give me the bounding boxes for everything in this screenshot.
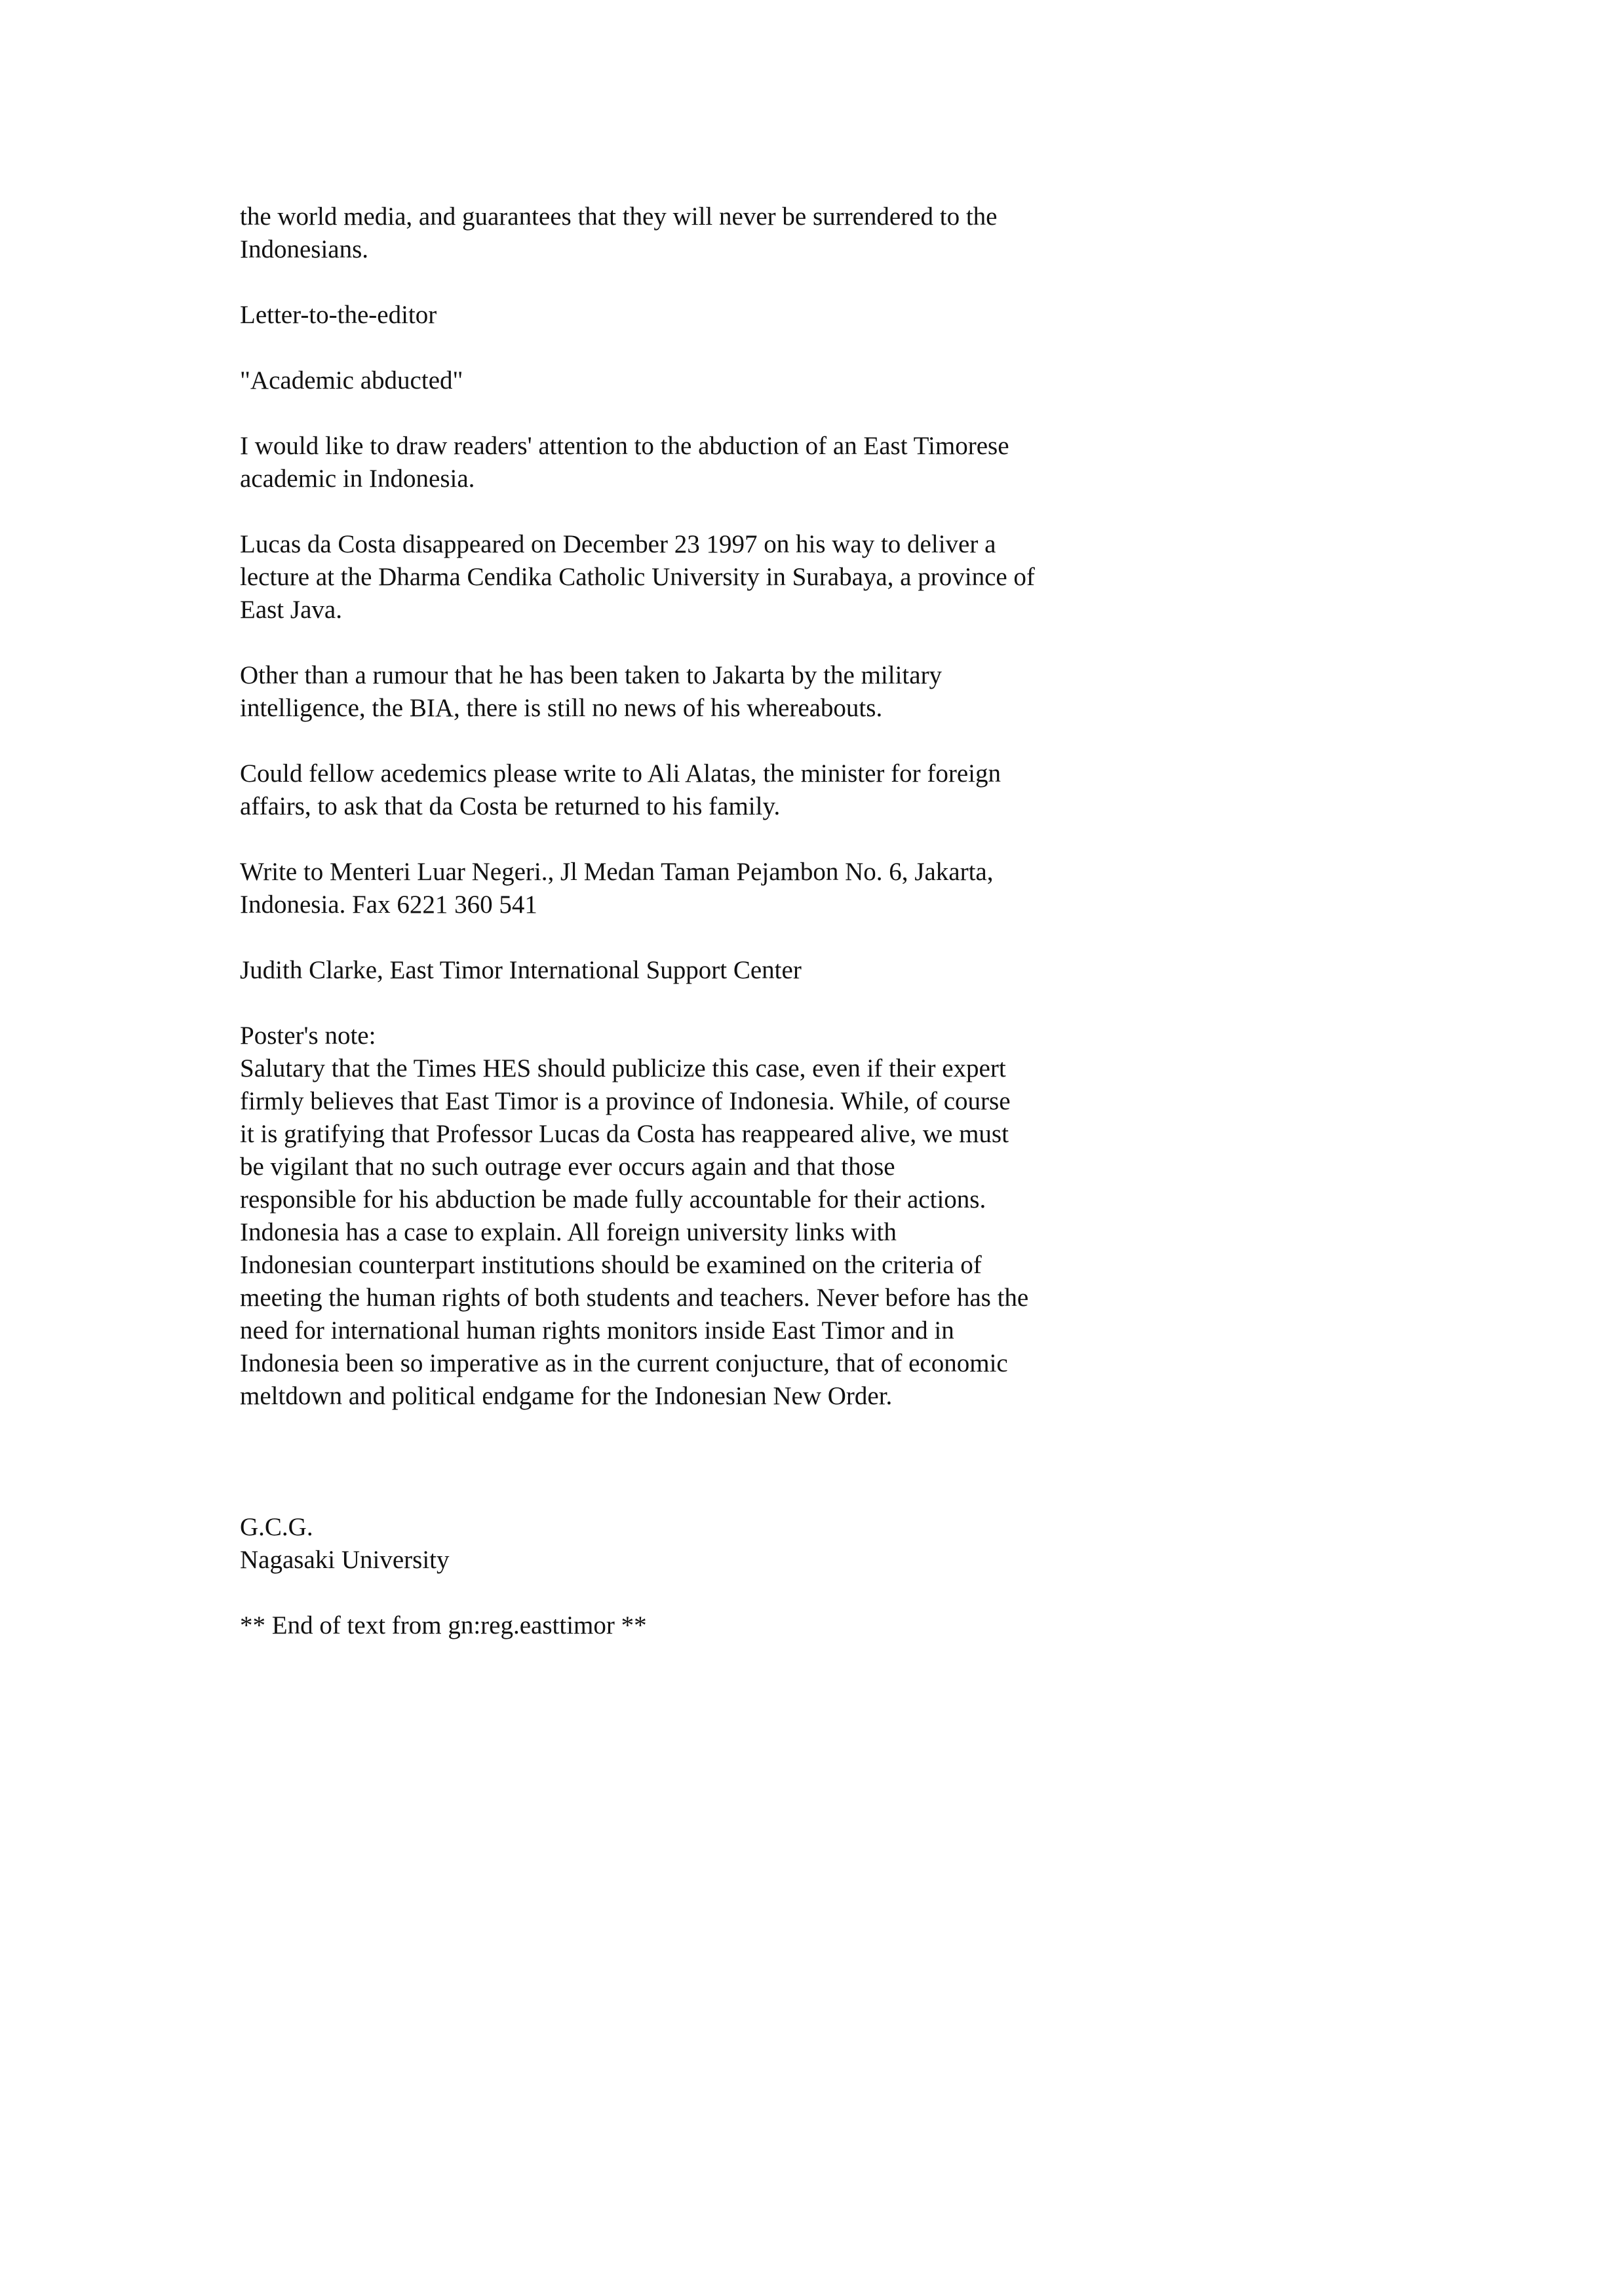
paragraph-address: Write to Menteri Luar Negeri., Jl Medan Taman Pejambon No. 6, Jakarta, Indonesia. Fax 6221 360 541 xyxy=(240,858,994,919)
paragraph-signoff: Judith Clarke, East Timor International Support Center xyxy=(240,956,802,984)
signature-initials: G.C.G. xyxy=(240,1513,313,1541)
paragraph-appeal: Could fellow acedemics please write to Ali Alatas, the minister for foreign affairs, to ask that da Costa be returned to his family. xyxy=(240,759,1002,820)
posters-note-heading: Poster's note: xyxy=(240,1022,376,1050)
paragraph-intro: I would like to draw readers' attention to the abduction of an East Timorese academic in Indonesia. xyxy=(240,432,1009,493)
posters-note-body: Salutary that the Times HES should publicize this case, even if their expert firmly believes that East Timor is a province of Indonesia. While, of course it is gratifying that Professor Lucas da Costa has reappeared alive, we must be vigilant that no such outrage ever occurs again and that those responsible for his abduction be made fully accountable for their actions. Indonesia has a case to explain. All foreign university links with Indonesian counterpart institutions should be examined on the criteria of meeting the human rights of both students and teachers. Never before has the need for international human rights monitors inside East Timor and in Indonesia been so imperative as in the current conjucture, that of economic meltdown and political endgame for the Indonesian New Order. xyxy=(240,1054,1029,1410)
document-body xyxy=(240,201,1158,1675)
end-marker: ** End of text from gn:reg.easttimor ** xyxy=(240,1611,647,1639)
paragraph-letter-title: "Academic abducted" xyxy=(240,366,463,394)
paragraph-rumour: Other than a rumour that he has been taken to Jakarta by the military intelligence, the BIA, there is still no news of his whereabouts. xyxy=(240,661,943,722)
signature-affiliation: Nagasaki University xyxy=(240,1546,450,1574)
paragraph-section-label: Letter-to-the-editor xyxy=(240,301,437,329)
paragraph-continuation: the world media, and guarantees that they will never be surrendered to the Indonesians. xyxy=(240,202,998,263)
spacer xyxy=(240,1445,1158,1511)
paragraph-disappearance: Lucas da Costa disappeared on December 23 1997 on his way to deliver a lecture at the Dharma Cendika Catholic University in Surabaya, a province of East Java. xyxy=(240,530,1035,624)
